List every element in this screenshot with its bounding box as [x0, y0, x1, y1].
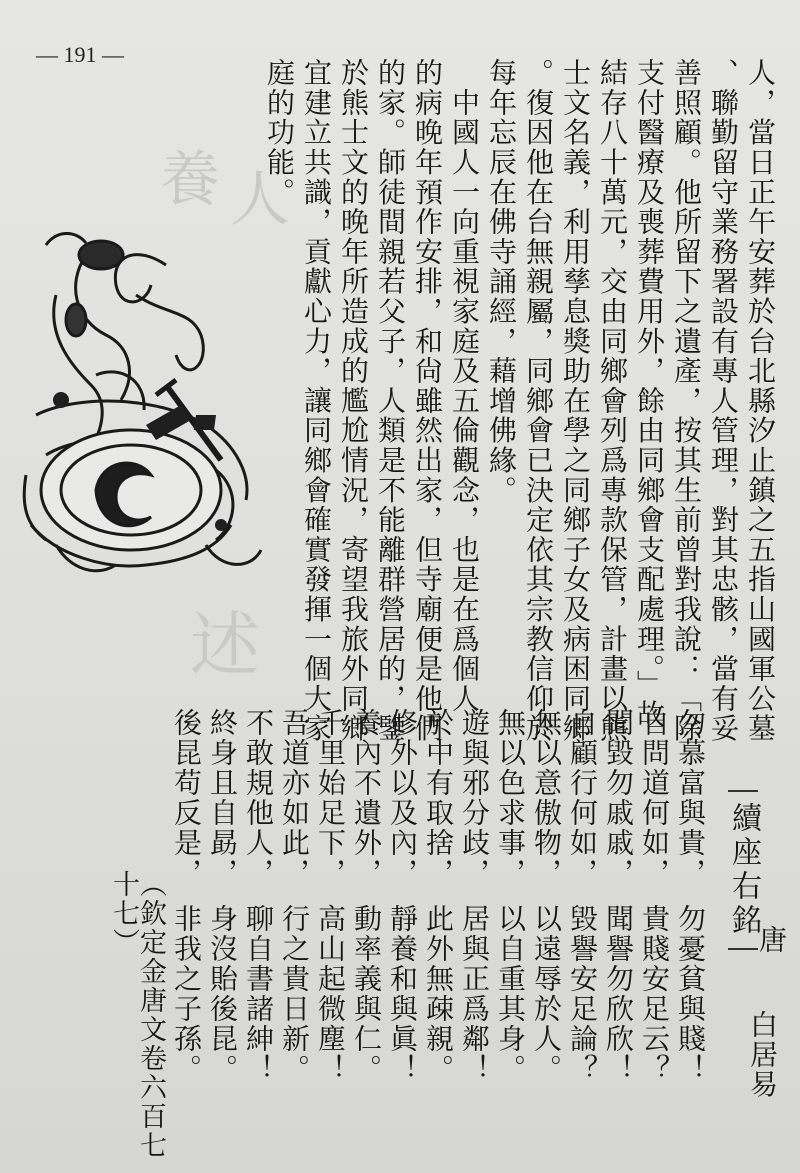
- poem-line: 不敢規他人， 聊自書諸紳！: [242, 708, 275, 1084]
- poem-line: 養內不遺外， 動率義與仁。: [350, 708, 383, 1084]
- poem-line: 於中有取捨， 此外無疎親。: [422, 708, 455, 1084]
- essay-column: 中國人一向重視家庭及五倫觀念，也是在爲個人: [448, 58, 481, 714]
- essay-column: 士文名義，利用孳息獎助在學之同鄉子女及病困同鄉: [559, 58, 592, 744]
- poem-author: 白居易: [746, 1010, 779, 1100]
- floral-vase-ornament-icon: [16, 225, 274, 580]
- essay-column: 的病晚年預作安排，和尙雖然出家，但寺廟便是他們: [411, 58, 444, 744]
- poem-line: 後昆苟反是， 非我之子孫。: [170, 708, 203, 1084]
- poem-source: （欽定金唐文卷六百七十七）: [108, 870, 166, 1160]
- poem-line: 遊與邪分歧， 居與正爲鄰！: [458, 708, 491, 1084]
- essay-column: 支付醫療及喪葬費用外，餘由同鄉會支配處理。」故: [633, 58, 666, 730]
- poem-title: 續座右銘: [728, 790, 758, 950]
- essay-column: 於熊士文的晚年所造成的尷尬情況，寄望我旅外同鄉: [337, 58, 370, 744]
- poem-line: 自顧行何如， 毀譽安足論？: [566, 708, 599, 1084]
- essay-column: 每年忘辰在佛寺誦經，藉增佛緣。: [485, 58, 518, 505]
- essay-column: 。復因他在台無親屬，同鄉會已決定依其宗教信仰於: [522, 58, 555, 744]
- poem-line: 聞毀勿戚戚， 聞譽勿欣欣！: [602, 708, 635, 1084]
- page-number: — 191 —: [36, 42, 124, 67]
- show-through-text: 述: [190, 604, 260, 686]
- poem-line: 自問道何如， 貴賤安足云？: [638, 708, 671, 1084]
- poem-line: 修外以及內， 靜養和與眞！: [386, 708, 419, 1084]
- poem-dynasty: 唐: [755, 925, 788, 955]
- essay-column: 善照顧。他所留下之遺產，按其生前曾對我說：「除: [670, 58, 703, 744]
- essay-column: 的家。師徒間親若父子，人類是不能離群營居的，鑒: [374, 58, 407, 744]
- essay-column: 庭的功能。: [263, 58, 296, 207]
- poem-line: 千里始足下， 高山起微塵！: [314, 708, 347, 1084]
- show-through-text: 人: [230, 165, 290, 235]
- poem-line: 無以色求事， 以自重其身。: [494, 708, 527, 1084]
- poem-line: 吾道亦如此， 行之貴日新。: [278, 708, 311, 1084]
- essay-column: 結存八十萬元，交由同鄉會列爲專款保管，計畫以熊: [596, 58, 629, 744]
- poem-line: 無以意傲物， 以遠辱於人。: [530, 708, 563, 1084]
- essay-column: 、聯勤留守業務署設有專人管理，對其忠骸，當有妥: [707, 58, 740, 744]
- poem-line: 終身且自勗， 身沒貽後昆。: [206, 708, 239, 1084]
- essay-column: 人，當日正午安葬於台北縣汐止鎮之五指山國軍公墓: [744, 58, 777, 744]
- poem-line: 勿慕富與貴， 勿憂貧與賤！: [674, 708, 707, 1084]
- show-through-text: 養: [160, 145, 220, 215]
- essay-column: 宜建立共識，貢獻心力，讓同鄉會確實發揮一個大家: [300, 58, 333, 744]
